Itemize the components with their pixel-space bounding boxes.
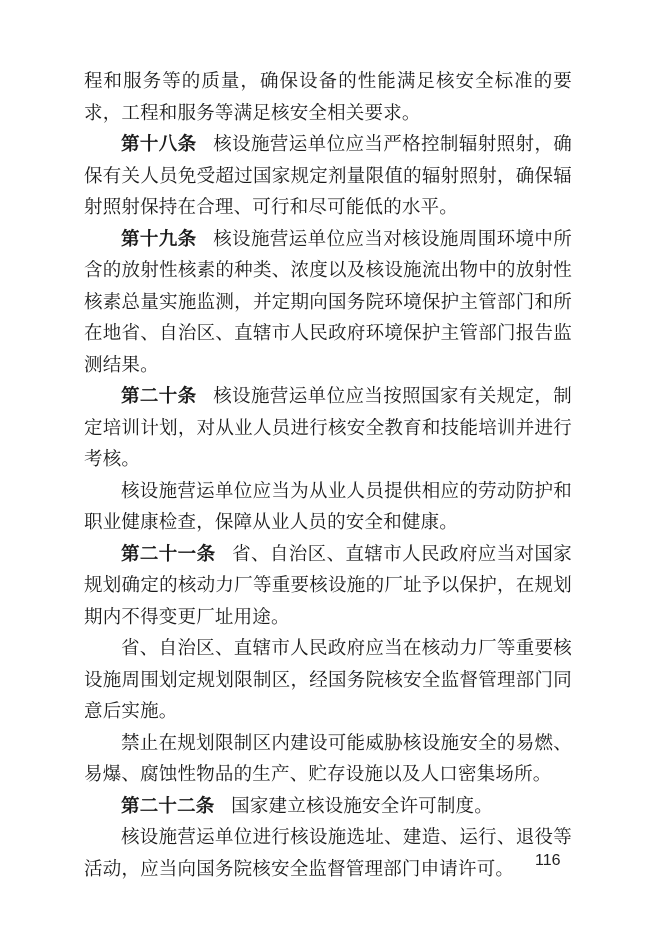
body-text [84, 66, 572, 885]
article-21-paragraph-2 [84, 633, 572, 728]
paragraph-text: 程和服务等的质量，确保设备的性能满足核安全标准的要求，工程和服务等满足核安全相关要求。 [84, 71, 572, 124]
article-21-paragraph [84, 539, 572, 634]
article-22-paragraph [84, 791, 572, 823]
paragraph-text: 核设施营运单位进行核设施选址、建造、运行、退役等活动，应当向国务院核安全监督管理部门申请许可。 [84, 827, 572, 880]
article-20-paragraph [84, 381, 572, 476]
paragraph-continuation [84, 66, 572, 129]
article-18-paragraph [84, 129, 572, 224]
article-19-paragraph [84, 224, 572, 382]
paragraph-text: 省、自治区、直辖市人民政府应当对国家规划确定的核动力厂等重要核设施的厂址予以保护，在规划期内不得变更厂址用途。 [84, 543, 572, 628]
paragraph-text: 核设施营运单位应当对核设施周围环境中所含的放射性核素的种类、浓度以及核设施流出物中的放射性核素总量实施监测，并定期向国务院环境保护主管部门和所在地省、自治区、直辖市人民政府环境保护主管部门报告监测结果。 [84, 228, 572, 376]
paragraph-text: 国家建立核设施安全许可制度。 [231, 795, 493, 817]
paragraph-text: 核设施营运单位应当为从业人员提供相应的劳动防护和职业健康检查，保障从业人员的安全和健康。 [84, 480, 572, 533]
article-22-paragraph-2 [84, 822, 572, 885]
paragraph-text: 禁止在规划限制区内建设可能威胁核设施安全的易燃、易爆、腐蚀性物品的生产、贮存设施以及人口密集场所。 [84, 732, 572, 785]
article-number: 第二十二条 [121, 795, 215, 817]
page-number: 116 [535, 852, 561, 869]
article-number: 第二十条 [121, 386, 197, 407]
article-20-paragraph-2 [84, 476, 572, 539]
article-number: 第十八条 [121, 134, 197, 155]
article-21-paragraph-3 [84, 728, 572, 791]
paragraph-text: 省、自治区、直辖市人民政府应当在核动力厂等重要核设施周围划定规划限制区，经国务院核安全监督管理部门同意后实施。 [84, 638, 572, 722]
paragraph-text: 核设施营运单位应当严格控制辐射照射，确保有关人员免受超过国家规定剂量限值的辐射照射，确保辐射照射保持在合理、可行和尽可能低的水平。 [84, 134, 572, 218]
paragraph-text: 核设施营运单位应当按照国家有关规定，制定培训计划，对从业人员进行核安全教育和技能培训并进行考核。 [84, 386, 572, 470]
article-number: 第二十一条 [121, 543, 216, 565]
article-number: 第十九条 [121, 228, 197, 250]
